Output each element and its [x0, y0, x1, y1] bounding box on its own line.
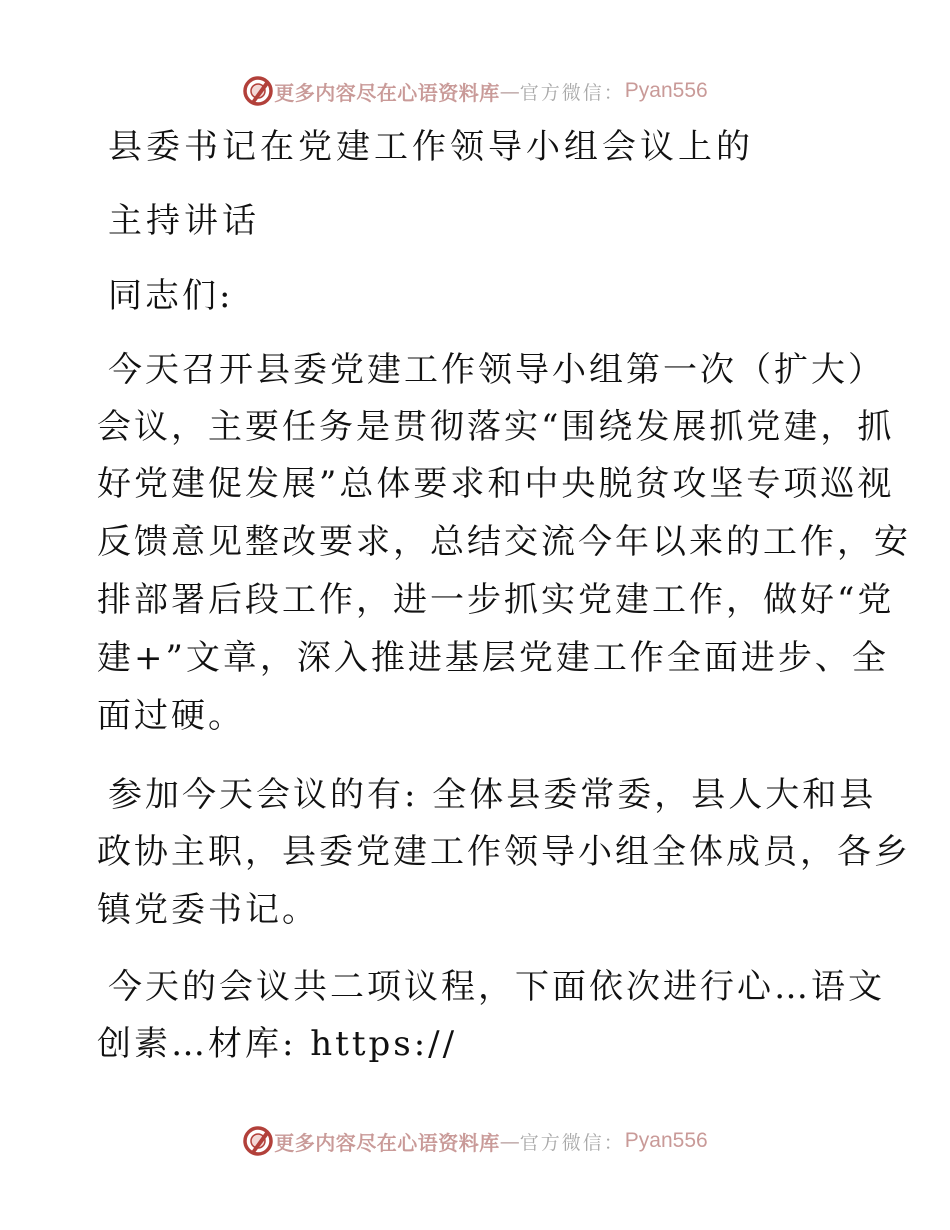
watermark-banner-bottom: [0, 1121, 950, 1161]
doc-title-line-2: 主持讲话: [108, 201, 260, 241]
paragraph-1-line: 面过硬。: [97, 696, 245, 736]
watermark-text: 更多内容尽在心语资料库: [274, 1130, 500, 1155]
paragraph-1-line: 会议，主要任务是贯彻落实“围绕发展抓党建，抓: [97, 407, 895, 447]
paragraph-1-line: 反馈意见整改要求，总结交流今年以来的工作，安: [97, 522, 911, 562]
paragraph-1-line: 今天召开县委党建工作领导小组第一次（扩大）: [108, 350, 885, 390]
paragraph-2-line: 参加今天会议的有: 全体县委常委，县人大和县: [108, 775, 877, 815]
paragraph-1-line: 好党建促发展”总体要求和中央脱贫攻坚专项巡视: [97, 464, 895, 504]
salutation: 同志们:: [108, 276, 234, 316]
paragraph-2-line: 政协主职，县委党建工作领导小组全体成员，各乡: [97, 832, 911, 872]
watermark-wechat-label: 官方微信：: [519, 1131, 625, 1154]
watermark-text: 更多内容尽在心语资料库: [274, 80, 500, 105]
quill-seal-icon: [242, 1125, 274, 1157]
watermark-dash: —: [499, 1129, 520, 1153]
paragraph-3-line: 今天的会议共二项议程，下面依次进行心…语文: [108, 967, 885, 1007]
watermark-dash: —: [499, 79, 520, 103]
doc-title-line-1: 县委书记在党建工作领导小组会议上的: [108, 127, 754, 167]
watermark-wechat-id: Pyan556: [624, 1129, 708, 1152]
paragraph-3-line: 创素…材库: https://: [97, 1024, 458, 1064]
watermark-wechat-id: Pyan556: [624, 79, 708, 102]
paragraph-1-line: 排部署后段工作，进一步抓实党建工作，做好“党: [97, 580, 895, 620]
paragraph-1-line: 建+”文章，深入推进基层党建工作全面进步、全: [97, 638, 889, 678]
paragraph-2-line: 镇党委书记。: [97, 890, 319, 930]
watermark-wechat-label: 官方微信：: [519, 81, 625, 104]
